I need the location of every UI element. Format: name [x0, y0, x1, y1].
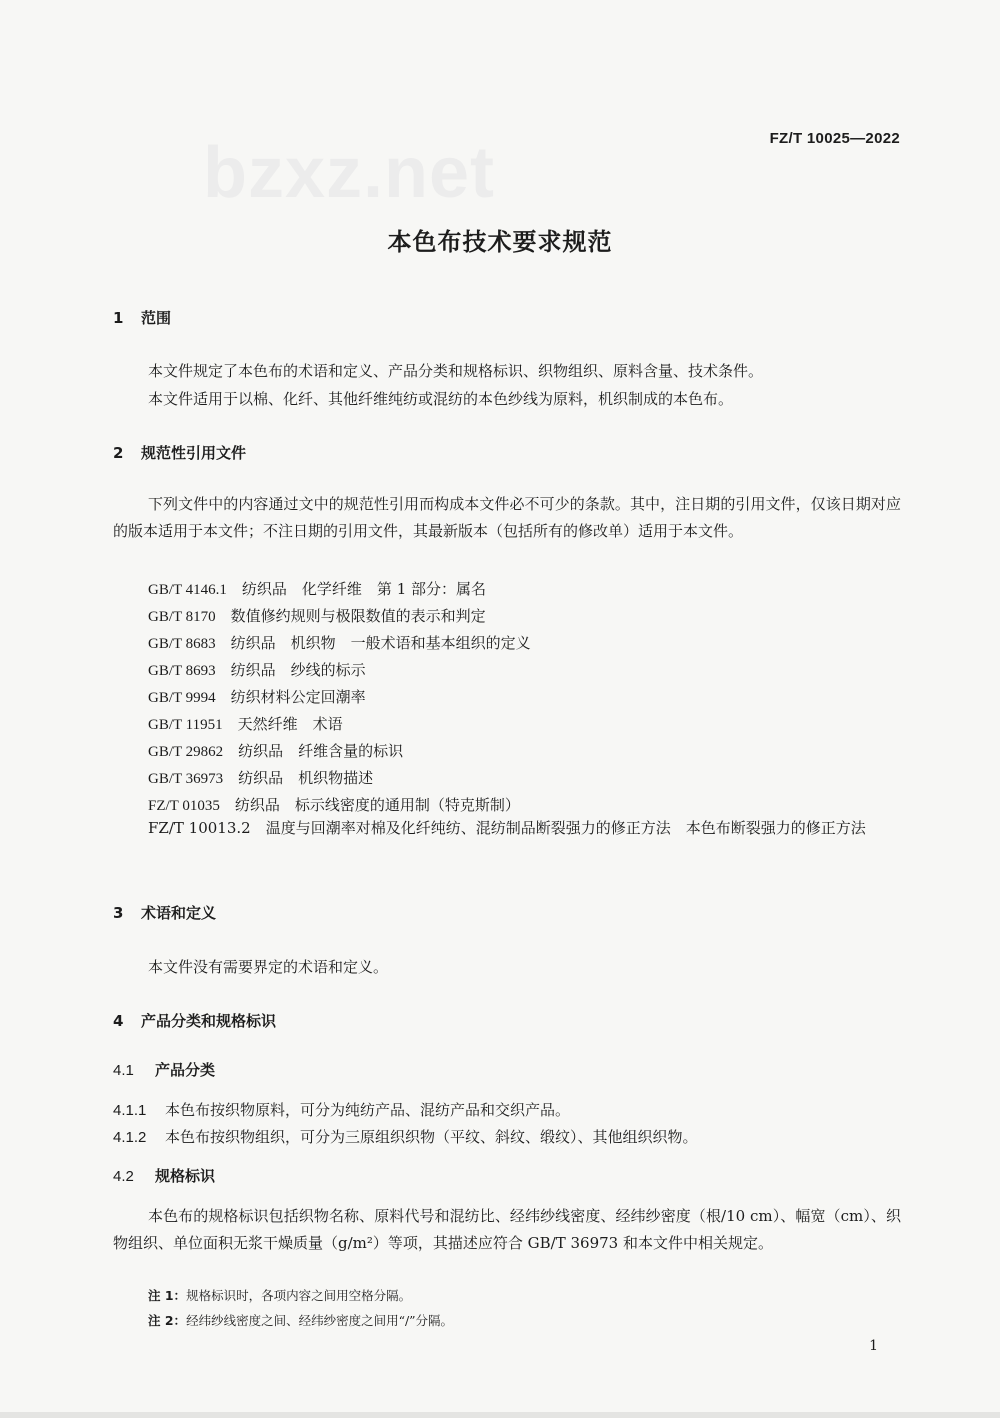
ref-title: 纺织品 纤维含量的标识: [238, 742, 404, 760]
watermark: bzxz.net: [203, 133, 496, 213]
section-title: 术语和定义: [141, 904, 217, 922]
ref-title: 数值修约规则与极限数值的表示和判定: [230, 607, 486, 625]
ref-code: GB/T 8170: [148, 609, 216, 625]
clause-4-1-2: [113, 1126, 698, 1147]
reference-item: [148, 686, 366, 707]
section-title: 规范性引用文件: [141, 444, 247, 462]
ref-title: 纺织品 机织物描述: [238, 769, 374, 787]
clause-4-1-1: [113, 1099, 570, 1120]
clause-text: 本色布按织物组织，可分为三原组织织物（平纹、斜纹、缎纹）、其他组织织物。: [165, 1128, 698, 1146]
ref-title: 纺织品 化学纤维 第 1 部分：属名: [241, 580, 487, 598]
paragraph: 本色布的规格标识包括织物名称、原料代号和混纺比、经纬纱线密度、经纬纱密度（根/10 cm）、幅宽（cm）、织物组织、单位面积无浆干燥质量（g/m²）等项，其描述应符合 GB/T 36973 和本文件中相关规定。: [113, 1207, 901, 1252]
ref-title: 天然纤维 术语: [237, 715, 343, 733]
paragraph: 本文件规定了本色布的术语和定义、产品分类和规格标识、织物组织、原料含量、技术条件。: [148, 362, 764, 380]
ref-code: GB/T 9994: [148, 690, 216, 706]
reference-item: [148, 632, 531, 653]
clause-text: 本色布按织物原料，可分为纯纺产品、混纺产品和交织产品。: [165, 1101, 571, 1119]
reference-item: [148, 740, 403, 761]
standard-code: FZ/T 10025—2022: [769, 130, 900, 147]
ref-code: GB/T 29862: [148, 744, 224, 760]
paragraph: 本文件适用于以棉、化纤、其他纤维纯纺或混纺的本色纱线为原料，机织制成的本色布。: [148, 390, 734, 408]
note-1: [148, 1286, 411, 1304]
subsection-4-2-heading: [113, 1165, 215, 1186]
ref-title: 纺织材料公定回潮率: [230, 688, 366, 706]
page-edge: [0, 1412, 1000, 1418]
note-text: 规格标识时，各项内容之间用空格分隔。: [186, 1288, 412, 1303]
note-label: 注 2：: [148, 1313, 187, 1328]
section-4-heading: [113, 1010, 276, 1031]
reference-item: [148, 605, 486, 626]
ref-code: GB/T 8693: [148, 663, 216, 679]
subsection-number: 4.2: [113, 1168, 134, 1185]
ref-code: FZ/T 10013.2: [148, 819, 251, 837]
section-title: 产品分类和规格标识: [141, 1012, 277, 1030]
subsection-4-1-heading: [113, 1059, 215, 1080]
subsection-title: 产品分类: [155, 1061, 216, 1079]
ref-code: GB/T 4146.1: [148, 582, 227, 598]
clause-number: 4.1.1: [113, 1102, 147, 1119]
ref-code: GB/T 36973: [148, 771, 224, 787]
section-number: 4: [113, 1012, 124, 1030]
ref-code: GB/T 8683: [148, 636, 216, 652]
section-3-heading: [113, 902, 216, 923]
ref-code: FZ/T 01035: [148, 798, 220, 814]
section-title: 范围: [141, 309, 172, 327]
reference-item: [148, 713, 343, 734]
reference-item: [148, 659, 366, 680]
subsection-number: 4.1: [113, 1062, 134, 1079]
subsection-title: 规格标识: [155, 1167, 216, 1185]
page-number: 1: [869, 1338, 878, 1354]
note-text: 经纬纱线密度之间、经纬纱密度之间用“/”分隔。: [186, 1313, 454, 1328]
note-label: 注 1：: [148, 1288, 187, 1303]
ref-title: 纺织品 机织物 一般术语和基本组织的定义: [230, 634, 531, 652]
section-number: 2: [113, 444, 124, 462]
ref-code: GB/T 11951: [148, 717, 223, 733]
clause-number: 4.1.2: [113, 1129, 147, 1146]
section-number: 3: [113, 904, 124, 922]
reference-item: [148, 794, 520, 815]
ref-title: 温度与回潮率对棉及化纤纯纺、混纺制品断裂强力的修正方法 本色布断裂强力的修正方法: [265, 819, 866, 837]
document-title: 本色布技术要求规范: [387, 228, 613, 256]
ref-title: 纺织品 标示线密度的通用制（特克斯制）: [234, 796, 520, 814]
reference-item: [113, 815, 901, 842]
ref-title: 纺织品 纱线的标示: [230, 661, 366, 679]
section-2-heading: [113, 442, 246, 463]
note-2: [148, 1311, 453, 1329]
reference-item: [148, 767, 373, 788]
reference-item: [148, 578, 486, 599]
section-number: 1: [113, 309, 124, 327]
paragraph: 下列文件中的内容通过文中的规范性引用而构成本文件必不可少的条款。其中，注日期的引用文件，仅该日期对应的版本适用于本文件；不注日期的引用文件，其最新版本（包括所有的修改单）适用于本文件。: [113, 495, 901, 540]
section-1-heading: [113, 307, 171, 328]
paragraph: 本文件没有需要界定的术语和定义。: [148, 958, 389, 976]
